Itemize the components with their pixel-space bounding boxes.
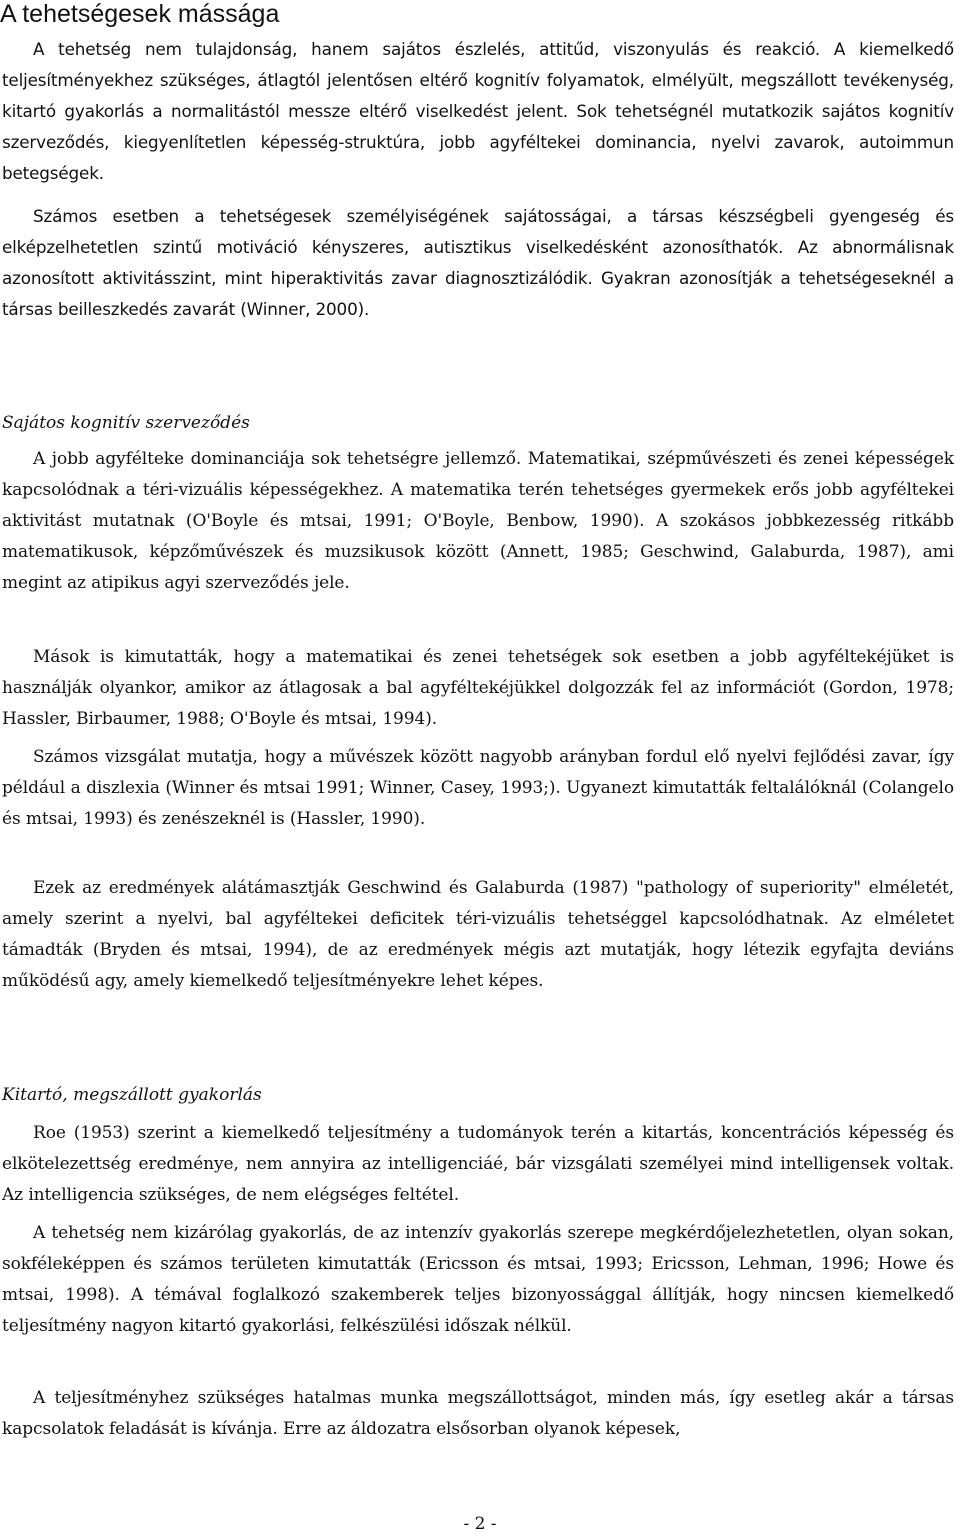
cognitive-paragraph-3: Számos vizsgálat mutatja, hogy a művészek között nagyobb arányban fordul elő nyelvi fejlődési zavar, így például a diszlexia (Winner és mtsai 1991; Winner, Casey, 1993;). Ugyanezt kimutatták feltalálóknál (Colangelo és mtsai, 1993) és zenészeknél is (Hassler, 1990). [2, 747, 954, 830]
cognitive-paragraph-4: Ezek az eredmények alátámasztják Geschwind és Galaburda (1987) "pathology of superiority" elméletét, amely szerint a nyelvi, bal agyféltekei deficitek téri-vizuális tehetséggel kapcsolódhatnak. Az elméletet támadták (Bryden és mtsai, 1994), de az eredmények mégis azt mutatják, hogy létezik egyfajta deviáns működésű agy, amely kiemelkedő teljesítményekre lehet képes. [2, 878, 954, 992]
cognitive-paragraph-2: Mások is kimutatták, hogy a matematikai és zenei tehetségek sok esetben a jobb agyféltekéjüket is használják olyankor, amikor az átlagosak a bal agyféltekéjükkel dolgozzák fel az információt (Gordon, 1978; Hassler, Birbaumer, 1988; O'Boyle és mtsai, 1994). [2, 647, 954, 730]
section-heading-cognitive: Sajátos kognitív szerveződés [2, 413, 250, 433]
page-title: A tehetségesek mássága [0, 0, 280, 28]
cognitive-paragraph-1: A jobb agyfélteke dominanciája sok tehetségre jellemző. Matematikai, szépművészeti és zenei képességek kapcsolódnak a téri-vizuális képességekhez. A matematika terén tehetséges gyermekek erős jobb agyféltekei aktivitást mutatnak (O'Boyle és mtsai, 1991; O'Boyle, Benbow, 1990). A szokásos jobbkezesség ritkább matematikusok, képzőművészek és muzsikusok között (Annett, 1985; Geschwind, Galaburda, 1987), ami megint az atipikus agyi szerveződés jele. [2, 449, 954, 594]
intro-paragraph-1: A tehetség nem tulajdonság, hanem sajátos észlelés, attitűd, viszonyulás és reakció. A kiemelkedő teljesítményekhez szükséges, átlagtól jelentősen eltérő kognitív folyamatok, elmélyült, megszállott tevékenység, kitartó gyakorlás a normalitástól messze eltérő viselkedést jelent. Sok tehetségnél mutatkozik sajátos kognitív szerveződés, kiegyenlítetlen képesség-struktúra, jobb agyféltekei dominancia, nyelvi zavarok, autoimmun betegségek. [2, 39, 954, 183]
page-number: - 2 - [463, 1514, 497, 1534]
practice-paragraph-2: A tehetség nem kizárólag gyakorlás, de az intenzív gyakorlás szerepe megkérdőjelezhetetlen, olyan sokan, sokféleképpen és számos területen kimutatták (Ericsson és mtsai, 1993; Ericsson, Lehman, 1996; Howe és mtsai, 1998). A témával foglalkozó szakemberek teljes bizonyossággal állítják, hogy nincsen kiemelkedő teljesítmény nagyon kitartó gyakorlási, felkészülési időszak nélkül. [2, 1223, 954, 1337]
intro-paragraph-2: Számos esetben a tehetségesek személyiségének sajátosságai, a társas készségbeli gyengeség és elképzelhetetlen szintű motiváció kényszeres, autisztikus viselkedésként azonosíthatók. Az abnormálisnak azonosított aktivitásszint, mint hiperaktivitás zavar diagnosztizálódik. Gyakran azonosítják a tehetségeseknél a társas beilleszkedés zavarát (Winner, 2000). [2, 206, 954, 319]
practice-paragraph-1: Roe (1953) szerint a kiemelkedő teljesítmény a tudományok terén a kitartás, koncentrációs képesség és elkötelezettség eredménye, nem annyira az intelligenciáé, bár vizsgálati személyei mind intelligensek voltak. Az intelligencia szükséges, de nem elégséges feltétel. [2, 1123, 954, 1206]
section-heading-practice: Kitartó, megszállott gyakorlás [2, 1085, 262, 1105]
practice-paragraph-3: A teljesítményhez szükséges hatalmas munka megszállottságot, minden más, így esetleg akár a társas kapcsolatok feladását is kívánja. Erre az áldozatra elsősorban olyanok képesek, [2, 1388, 954, 1440]
